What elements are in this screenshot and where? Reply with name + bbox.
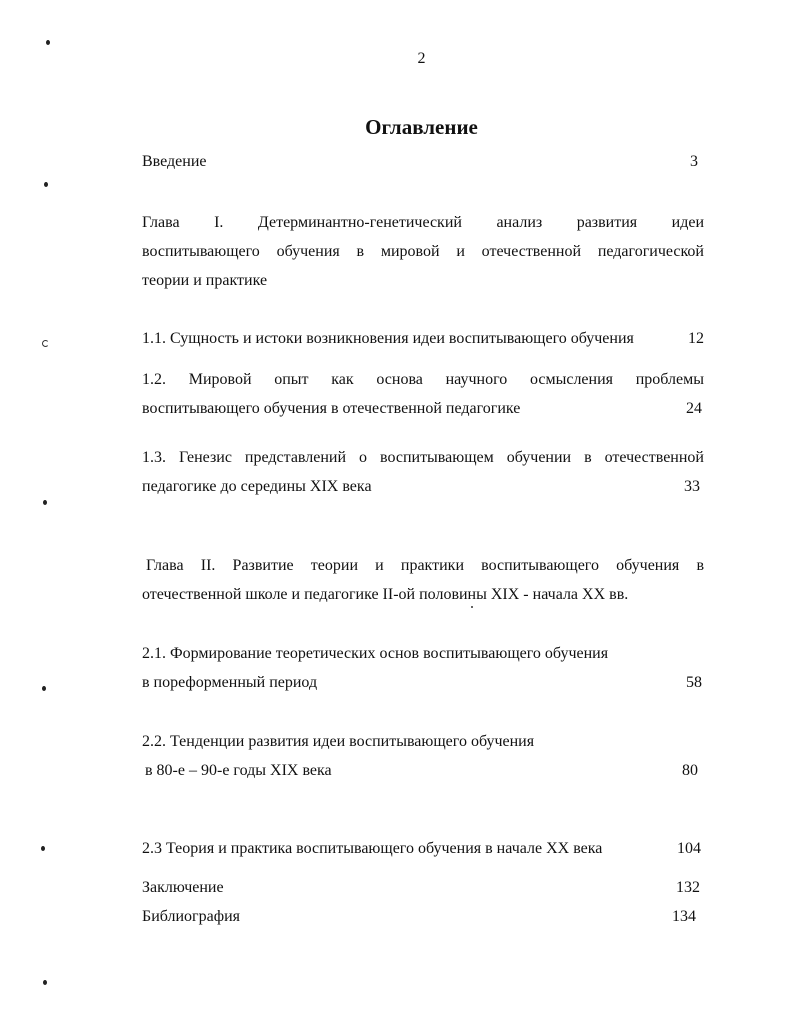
toc-page-conclusion: 132 [676, 879, 700, 896]
toc-page-1-3: 33 [684, 478, 700, 495]
scan-mark [42, 686, 46, 691]
page-title: Оглавление [365, 115, 478, 139]
toc-section-2-1-line2: в пореформенный период [142, 674, 318, 691]
scan-mark [42, 340, 49, 347]
toc-section-1-1: 1.1. Сущность и истоки возникновения идеи воспитывающего обучения [142, 330, 634, 347]
toc-page-bibliography: 134 [672, 908, 696, 925]
toc-page-2-3: 104 [677, 840, 701, 857]
toc-page-intro: 3 [690, 153, 698, 170]
toc-entry-intro: Введение [142, 153, 207, 170]
toc-section-1-2-line1: 1.2. Мировой опыт как основа научного осмысления проблемы [142, 371, 704, 388]
toc-entry-bibliography: Библиография [142, 908, 240, 925]
toc-page-1-2: 24 [686, 400, 702, 417]
toc-page-1-1: 12 [688, 330, 704, 347]
page-number: 2 [417, 50, 426, 67]
scan-mark [43, 980, 47, 985]
toc-section-2-2-line2: в 80-е – 90-е годы XIX века [145, 762, 332, 779]
toc-section-1-2-line2: воспитывающего обучения в отечественной педагогике [142, 400, 521, 417]
scan-mark [41, 846, 45, 851]
toc-section-1-3-line1: 1.3. Генезис представлений о воспитывающем обучении в отечественной [142, 449, 704, 466]
toc-section-2-3: 2.3 Теория и практика воспитывающего обучения в начале XX века [142, 840, 603, 857]
toc-chapter-1-line2: воспитывающего обучения в мировой и отечественной педагогической [142, 243, 704, 260]
toc-chapter-2-line1: Глава II. Развитие теории и практики воспитывающего обучения в [146, 557, 704, 574]
scan-mark [43, 500, 47, 505]
toc-chapter-2-line2: отечественной школе и педагогике II-ой половины XIX - начала XX вв. [142, 586, 629, 603]
toc-chapter-1-line1: Глава I. Детерминантно-генетический анализ развития идеи [142, 214, 704, 231]
toc-entry-conclusion: Заключение [142, 879, 224, 896]
toc-section-2-2-line1: 2.2. Тенденции развития идеи воспитывающего обучения [142, 733, 535, 750]
scan-speck [471, 606, 473, 608]
toc-section-2-1-line1: 2.1. Формирование теоретических основ воспитывающего обучения [142, 645, 609, 662]
scan-mark [44, 182, 48, 187]
toc-section-1-3-line2: педагогике до середины XIX века [142, 478, 372, 495]
toc-page-2-1: 58 [686, 674, 702, 691]
toc-chapter-1-line3: теории и практике [142, 272, 268, 289]
scan-mark [46, 40, 50, 45]
toc-page-2-2: 80 [682, 762, 698, 779]
